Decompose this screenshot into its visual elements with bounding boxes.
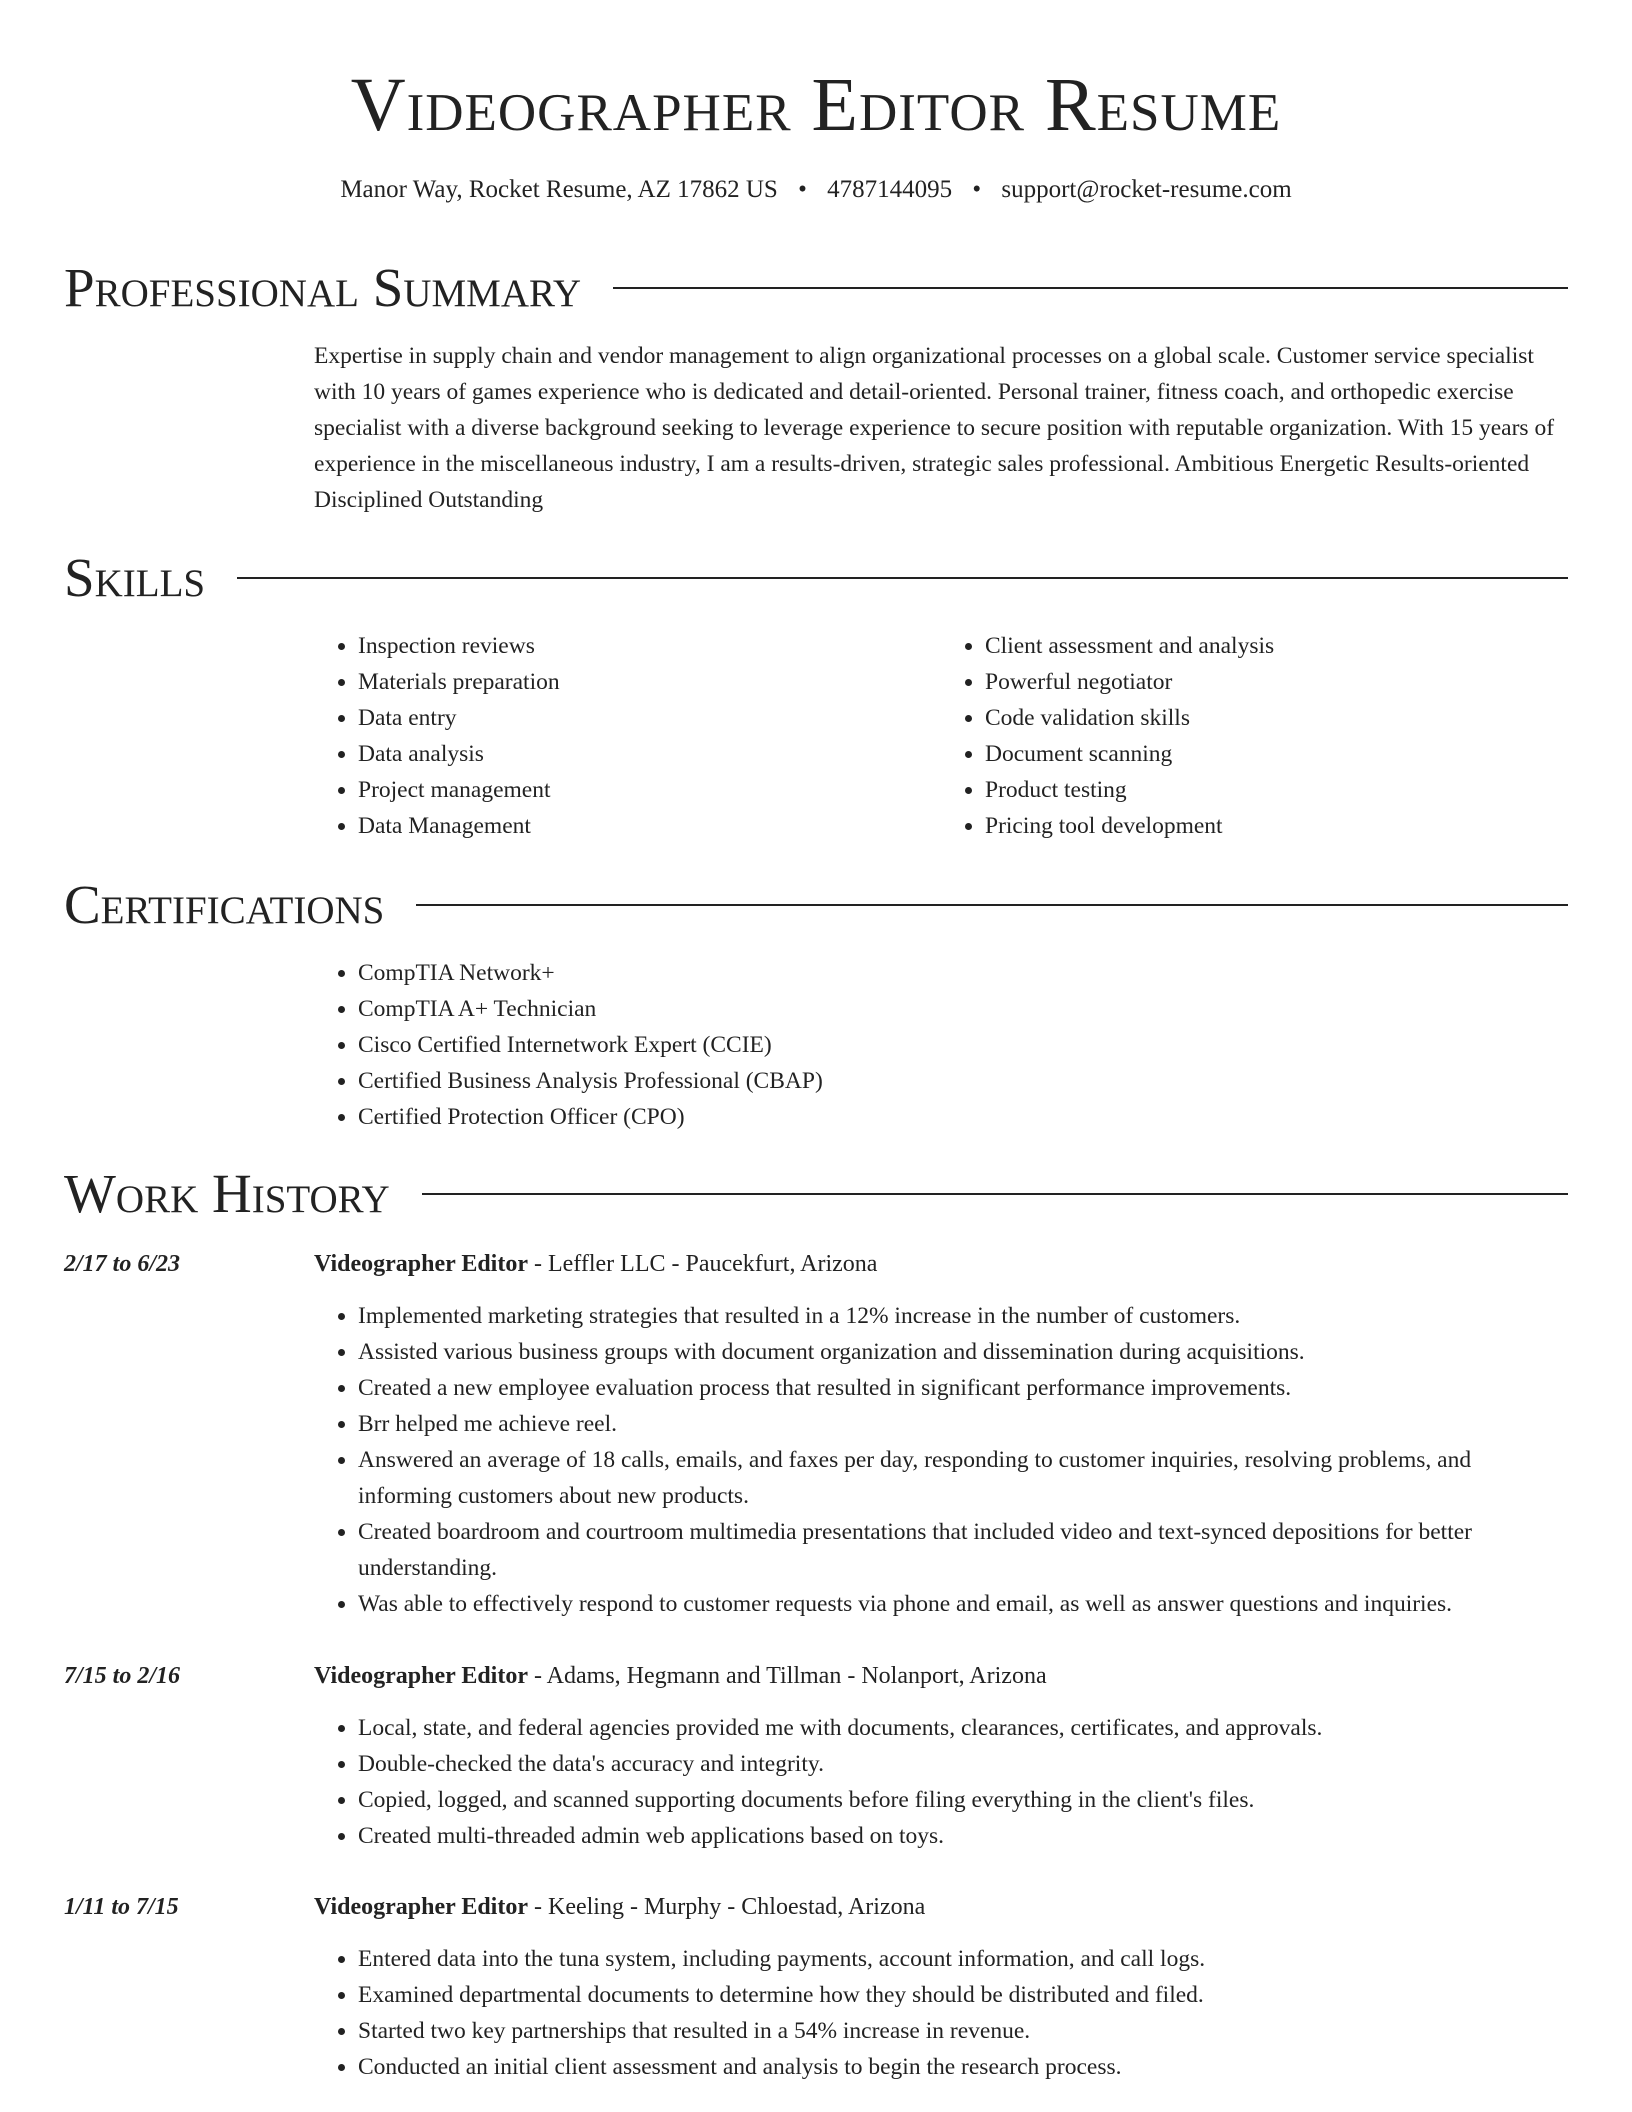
job-employer-location: - Leffler LLC - Paucekfurt, Arizona [528,1251,878,1277]
skill-item: • Project management [358,772,941,808]
job-bullet: • Answered an average of 18 calls, emails, and faxes per day, responding to customer inquiries, resolving problems, and informing customers about new products. [358,1442,1568,1514]
section-header [64,546,1568,610]
section-title: Work History [64,1163,390,1224]
contact-separator: • [972,176,982,203]
certifications-list [314,955,1568,1135]
skill-item: • Materials preparation [358,664,941,700]
job-bullet: • Conducted an initial client assessment and analysis to begin the research process. [358,2049,1568,2085]
job-bullets [314,1298,1568,1622]
job-bullet: • Double-checked the data's accuracy and integrity. [358,1746,1568,1782]
job-bullet: • Created a new employee evaluation process that resulted in significant performance improvements. [358,1370,1568,1406]
skill-item: • Client assessment and analysis [985,628,1568,664]
job-title: Videographer Editor [314,1894,528,1920]
summary-section [64,256,1568,518]
job-title-line [314,1657,1047,1695]
skills-section [64,546,1568,844]
skill-item: • Data analysis [358,736,941,772]
certification-item: • Certified Business Analysis Professional (CBAP) [358,1063,1568,1099]
job-bullet: • Examined departmental documents to determine how they should be distributed and filed. [358,1977,1568,2013]
work-history-section [64,1162,1568,1226]
job-title: Videographer Editor [314,1663,528,1689]
skill-item: • Inspection reviews [358,628,941,664]
job-entry [64,1245,1568,1622]
job-dates: 2/17 to 6/23 [64,1251,181,1277]
contact-email: support@rocket-resume.com [1001,176,1292,203]
contact-line [0,174,1632,206]
section-divider [416,904,1568,906]
job-title: Videographer Editor [314,1251,528,1277]
section-divider [237,577,1568,579]
section-header [64,873,1568,937]
section-divider [422,1193,1568,1195]
job-bullet: • Local, state, and federal agencies provided me with documents, clearances, certificates, and approvals. [358,1710,1568,1746]
skill-item: • Pricing tool development [985,808,1568,844]
summary-body [314,338,1568,518]
job-entry [64,1888,1568,2085]
job-bullet: • Brr helped me achieve reel. [358,1406,1568,1442]
job-header [64,1657,1568,1695]
resume-title: Videographer Editor Resume [350,63,1282,147]
skill-item: • Data entry [358,700,941,736]
job-bullet: • Assisted various business groups with document organization and dissemination during acquisitions. [358,1334,1568,1370]
skill-item: • Powerful negotiator [985,664,1568,700]
job-body [314,1941,1568,2085]
job-bullet: • Entered data into the tuna system, including payments, account information, and call logs. [358,1941,1568,1977]
job-bullet: • Started two key partnerships that resulted in a 54% increase in revenue. [358,2013,1568,2049]
job-body [314,1710,1568,1854]
section-title: Certifications [64,874,385,935]
job-bullets [314,1710,1568,1854]
job-body [314,1298,1568,1622]
certification-item: • Cisco Certified Internetwork Expert (CCIE) [358,1027,1568,1063]
certifications-section [64,873,1568,1135]
skills-list-right [941,628,1568,844]
contact-separator: • [798,176,807,203]
skills-list-left [314,628,941,844]
job-header [64,1888,1568,1926]
job-title-line [314,1245,877,1283]
section-header [64,1162,1568,1226]
section-header [64,256,1568,320]
job-bullet: • Created multi-threaded admin web applications based on toys. [358,1818,1568,1854]
skills-columns [314,628,1568,844]
section-title: Skills [64,547,206,608]
job-bullet: • Was able to effectively respond to customer requests via phone and email, as well as answer questions and inquiries. [358,1586,1568,1622]
skill-item: • Product testing [985,772,1568,808]
job-title-line [314,1888,925,1926]
job-entry [64,1657,1568,1854]
summary-text: Expertise in supply chain and vendor management to align organizational processes on a global scale. Customer service specialist with 10 years of games experience who is dedicated and detail-oriented. Personal trainer, fitness coach, and orthopedic exercise specialist with a diverse background seeking to leverage experience to secure position with reputable organization. With 15 years of experience in the miscellaneous industry, I am a results-driven, strategic sales professional. Ambitious Energetic Results-oriented Disciplined Outstanding [314,343,1555,513]
certification-item: • CompTIA Network+ [358,955,1568,991]
certification-item: • CompTIA A+ Technician [358,991,1568,1027]
job-bullet: • Copied, logged, and scanned supporting documents before filing everything in the client's files. [358,1782,1568,1818]
job-dates: 1/11 to 7/15 [64,1894,179,1920]
job-bullet: • Created boardroom and courtroom multimedia presentations that included video and text-synced depositions for better understanding. [358,1514,1568,1586]
job-employer-location: - Keeling - Murphy - Chloestad, Arizona [528,1894,926,1920]
skill-item: • Data Management [358,808,941,844]
job-bullet: • Implemented marketing strategies that resulted in a 12% increase in the number of customers. [358,1298,1568,1334]
job-employer-location: - Adams, Hegmann and Tillman - Nolanport, Arizona [528,1663,1047,1689]
contact-address: Manor Way, Rocket Resume, AZ 17862 US [340,176,778,203]
section-divider [613,287,1568,289]
job-bullets [314,1941,1568,2085]
certification-item: • Certified Protection Officer (CPO) [358,1099,1568,1135]
job-dates: 7/15 to 2/16 [64,1663,181,1689]
job-header [64,1245,1568,1283]
contact-phone: 4787144095 [827,176,953,203]
skill-item: • Code validation skills [985,700,1568,736]
certifications-body [314,955,1568,1135]
section-title: Professional Summary [64,257,582,318]
skill-item: • Document scanning [985,736,1568,772]
